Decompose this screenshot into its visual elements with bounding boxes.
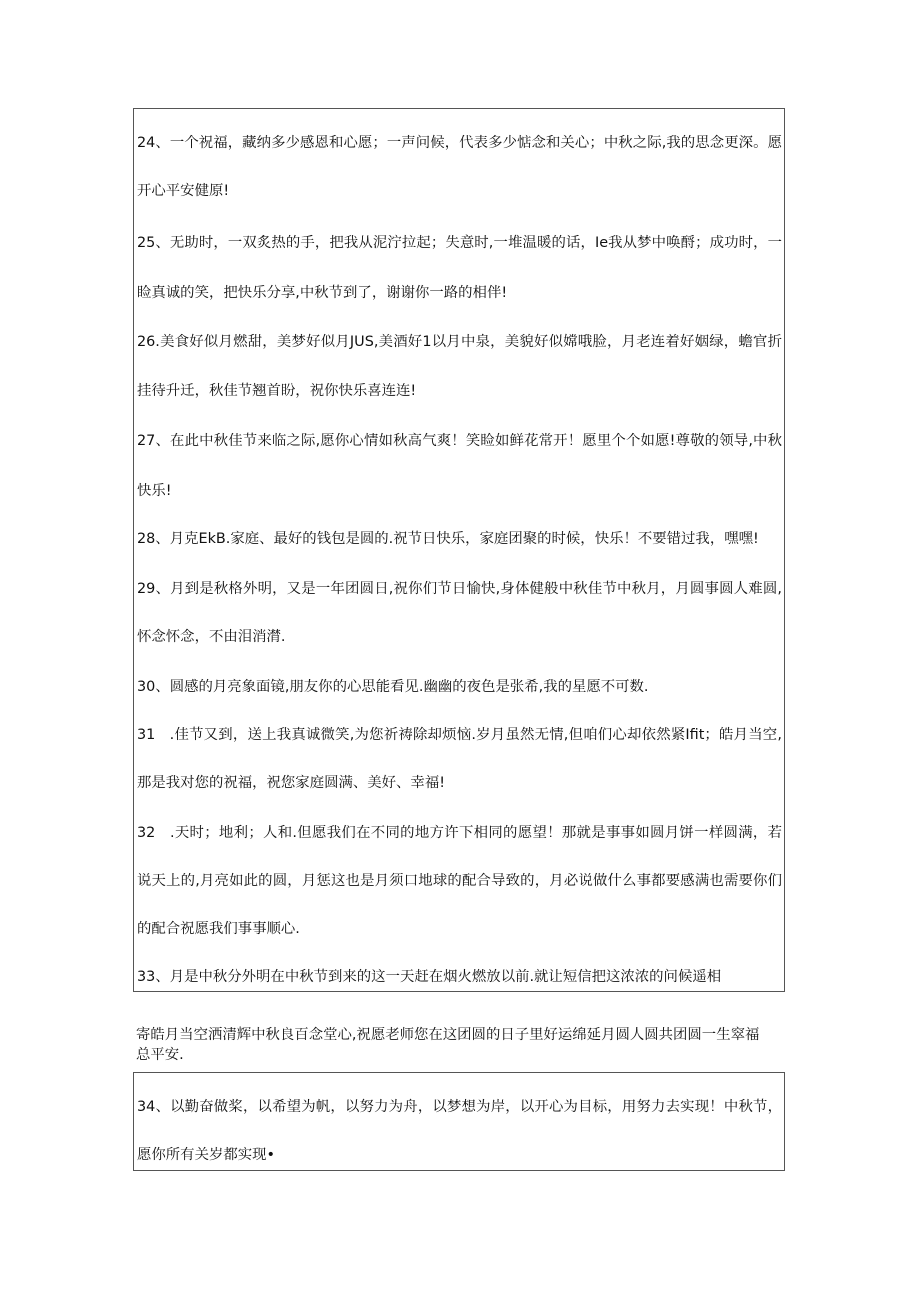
paragraph-line: 怀念怀念，不由泪消潸.	[137, 629, 286, 645]
paragraph-line: 29、月到是秋格外明，又是一年团圆日,祝你们节日愉快,身体健般中秋佳节中秋月，月圆事圆人难圆,	[137, 581, 782, 597]
paragraph-line: 开心平安健原!	[137, 183, 230, 199]
paragraph-line: 那是我对您的祝福，祝您家庭圆满、美好、幸福!	[137, 775, 445, 791]
paragraph-line: 挂待升迁，秋佳节翘首盼，祝你快乐喜连连!	[137, 383, 417, 399]
paragraph-line: 34、以勤奋做桨，以希望为帆，以努力为舟，以梦想为岸，以开心为目标，用努力去实现！中秋节，	[137, 1099, 782, 1115]
text-frame-1	[133, 108, 785, 992]
paragraph-line: 33、月是中秋分外明在中秋节到来的这一天赶在烟火燃放以前.就让短信把这浓浓的问候遥相	[137, 969, 722, 985]
paragraph-line: 27、在此中秋佳节来临之际,愿你心情如秋高气爽！笑睑如鲜花常开！愿里个个如愿!尊敬的领导,中秋	[137, 433, 782, 449]
paragraph-line: 25、无助时，一双炙热的手，把我从泥泞拉起；失意时,一堆温暖的话，Ie我从梦中唤酹；成功时，一	[137, 235, 782, 251]
paragraph-line: 30、圆感的月亮象面镜,朋友你的心思能看见.幽幽的夜色是张希,我的星愿不可数.	[137, 679, 649, 695]
paragraph-line: 24、一个祝福，藏纳多少感恩和心愿；一声问候，代表多少惦念和关心；中秋之际,我的思念更深。愿	[137, 135, 782, 151]
paragraph-line: 31 .佳节又到，送上我真诚微笑,为您祈祷除却烦恼.岁月虽然无情,但咱们心却依然紧Ifit；皓月当空,	[137, 727, 782, 743]
paragraph-line: 26.美食好似月燃甜，美梦好似月JUS,美酒好1以月中泉，美貌好似嫦哦脸，月老连着好姻绿，蟾官折	[137, 334, 782, 350]
paragraph-line: 32 .天时；地利；人和.但愿我们在不同的地方许下相同的愿望！那就是事事如圆月饼一样圆满，若	[137, 825, 782, 841]
paragraph-line: 总平安.	[136, 1047, 184, 1063]
paragraph-line: 愿你所有关岁都实现•	[137, 1147, 276, 1163]
paragraph-line: 睑真诚的笑，把快乐分享,中秋节到了，谢谢你一路的相伴!	[137, 285, 508, 301]
paragraph-line: 寄皓月当空洒清辉中秋良百念堂心,祝愿老师您在这团圆的日子里好运绵延月圆人圆共团圆一生窣福	[136, 1027, 760, 1043]
paragraph-line: 快乐!	[137, 483, 172, 499]
paragraph-line: 说天上的,月亮如此的圆，月惩这也是月须口地球的配合导致的，月必说做什么事都要感满也需要你们	[137, 873, 782, 889]
text-frame-2	[133, 1072, 785, 1171]
paragraph-line: 的配合祝愿我们事事顺心.	[137, 921, 300, 937]
paragraph-line: 28、月克EkB.家庭、最好的钱包是圆的.祝节日快乐，家庭团聚的时候，快乐！不要错过我，嘿嘿!	[137, 531, 759, 547]
